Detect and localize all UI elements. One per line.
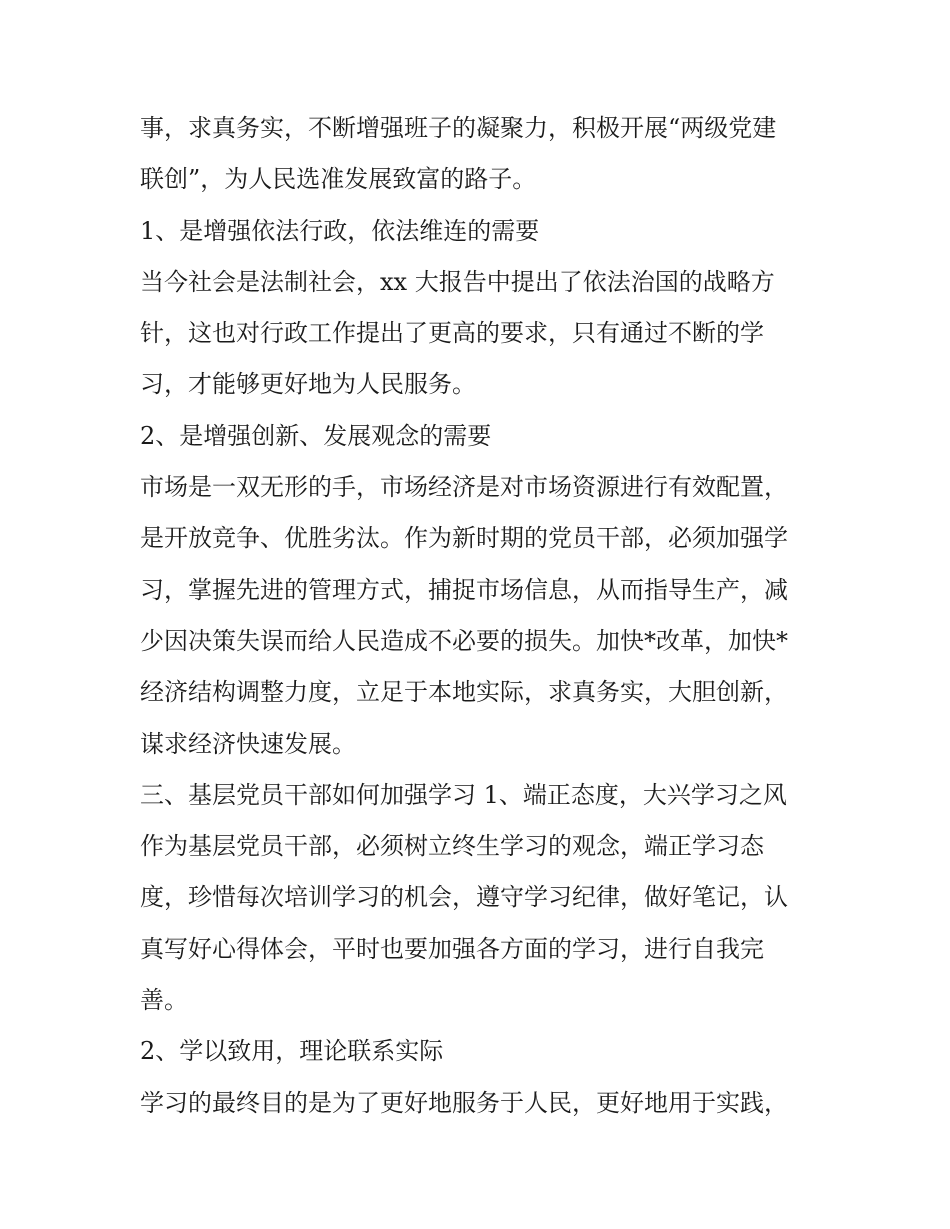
body-line: 学习的最终目的是为了更好地服务于人民，更好地用于实践，	[140, 1088, 788, 1117]
body-line: 当今社会是法制社会，xx 大报告中提出了依法治国的战略方	[140, 267, 775, 296]
body-line: 市场是一双无形的手，市场经济是对市场资源进行有效配置，	[140, 473, 788, 502]
section-heading: 三、基层党员干部如何加强学习 1、端正态度，大兴学习之风	[140, 780, 787, 809]
body-line: 事，求真务实，不断增强班子的凝聚力，积极开展“两级党建	[140, 114, 777, 142]
body-line: 谋求经济快速发展。	[140, 729, 356, 758]
body-line: 习，掌握先进的管理方式，捕捉市场信息，从而指导生产，减	[140, 575, 788, 604]
body-line: 善。	[140, 986, 188, 1015]
body-line: 是开放竞争、优胜劣汰。作为新时期的党员干部，必须加强学	[140, 524, 788, 553]
body-line: 少因决策失误而给人民造成不必要的损失。加快*改革，加快*	[140, 626, 788, 655]
section-heading: 1、是增强依法行政，依法维连的需要	[140, 216, 540, 245]
document-body	[140, 103, 820, 1129]
body-line: 联创”，为人民选准发展致富的路子。	[140, 165, 537, 194]
body-line: 度，珍惜每次培训学习的机会，遵守学习纪律，做好笔记，认	[140, 883, 788, 912]
body-line: 习，才能够更好地为人民服务。	[140, 370, 476, 399]
body-line: 真写好心得体会，平时也要加强各方面的学习，进行自我完	[140, 934, 764, 963]
section-heading: 2、是增强创新、发展观念的需要	[140, 421, 492, 450]
body-line: 针，这也对行政工作提出了更高的要求，只有通过不断的学	[140, 319, 764, 348]
body-line: 作为基层党员干部，必须树立终生学习的观念，端正学习态	[140, 832, 764, 861]
section-heading: 2、学以致用，理论联系实际	[140, 1037, 444, 1066]
body-line: 经济结构调整力度，立足于本地实际，求真务实，大胆创新，	[140, 678, 788, 707]
